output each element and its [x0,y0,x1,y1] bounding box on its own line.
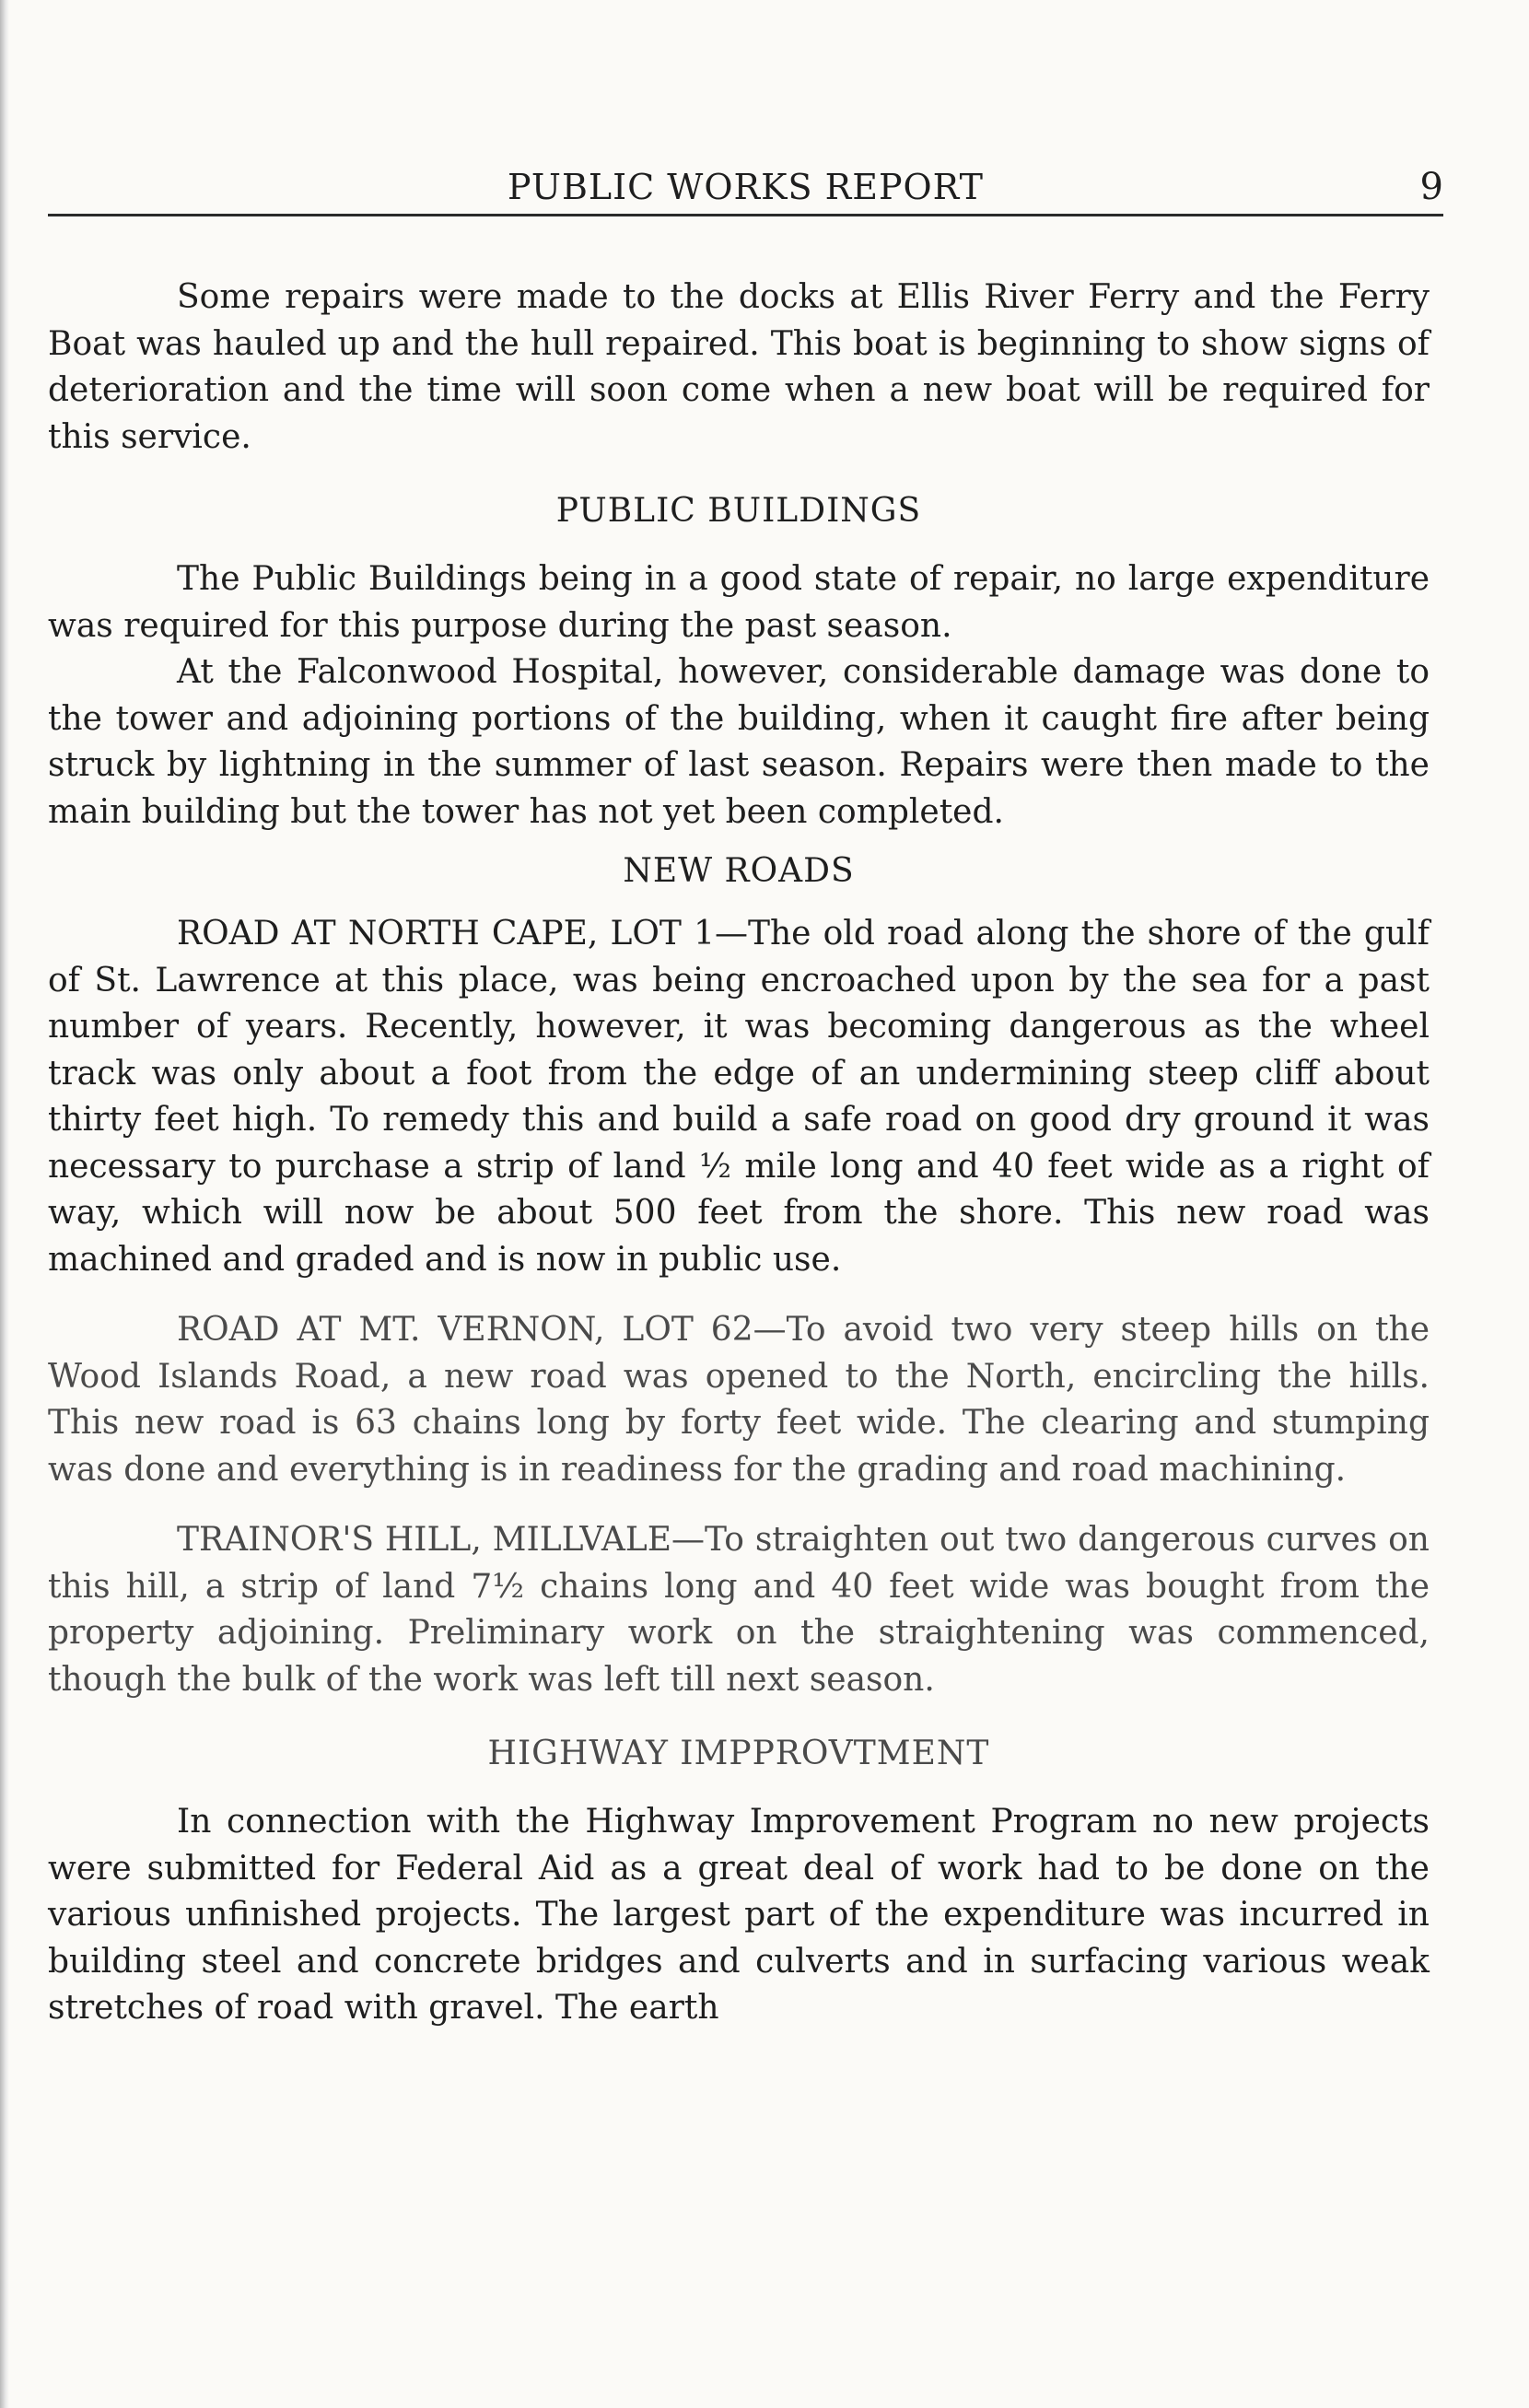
page-header [48,161,1443,213]
heading-new-roads: NEW ROADS [623,852,855,890]
page-edge-shadow [0,0,9,2408]
running-title: PUBLIC WORKS REPORT [508,167,984,207]
body-text [48,275,1430,2032]
heading-highway-improvement: HIGHWAY IMPPROVTMENT [487,1735,990,1772]
paragraph-public-buildings-2: At the Falconwood Hospital, however, considerable damage was done to the tower and adjoining portions of the building, when it caught fire after being struck by lightning in the summer of last season. Repairs were then made to the main building but the tower has not yet been completed. [48,653,1430,831]
paragraph-north-cape: ROAD AT NORTH CAPE, LOT 1—The old road along the shore of the gulf of St. Lawrence at this place, was being encroached upon by the sea for a past number of years. Recently, however, it was becoming dangerous as the wheel track was only about a foot from the edge of an undermining steep cliff about thirty feet high. To remedy this and build a safe road on good dry ground it was necessary to purchase a strip of land ½ mile long and 40 feet wide as a right of way, which will now be about 500 feet from the shore. This new road was machined and graded and is now in public use. [48,915,1430,1279]
paragraph-mt-vernon: ROAD AT MT. VERNON, LOT 62—To avoid two very steep hills on the Wood Islands Road, a new road was opened to the North, encircling the hills. This new road is 63 chains long by forty feet wide. The clearing and stumping was done and everything is in readiness for the grading and road machining. [48,1311,1430,1489]
header-rule [48,214,1443,216]
paragraph-trainors-hill: TRAINOR'S HILL, MILLVALE—To straighten out two dangerous curves on this hill, a strip of land 7½ chains long and 40 feet wide was bought from the property adjoining. Preliminary work on the straightening was commenced, though the bulk of the work was left till next season. [48,1521,1430,1699]
heading-public-buildings: PUBLIC BUILDINGS [555,492,922,530]
paragraph-ferry: Some repairs were made to the docks at Ellis River Ferry and the Ferry Boat was hauled up and the hull repaired. This boat is beginning to show signs of deterioration and the time will soon come when a new boat will be required for this service. [48,278,1430,456]
paragraph-highway: In connection with the Highway Improvement Program no new projects were submitted for Federal Aid as a great deal of work had to be done on the various unfinished projects. The largest part of the expenditure was incurred in building steel and concrete bridges and culverts and in surfacing various weak stretches of road with gravel. The earth [48,1803,1430,2027]
paragraph-public-buildings-1: The Public Buildings being in a good state of repair, no large expenditure was required for this purpose during the past season. [48,560,1430,645]
page-number: 9 [1419,166,1443,208]
